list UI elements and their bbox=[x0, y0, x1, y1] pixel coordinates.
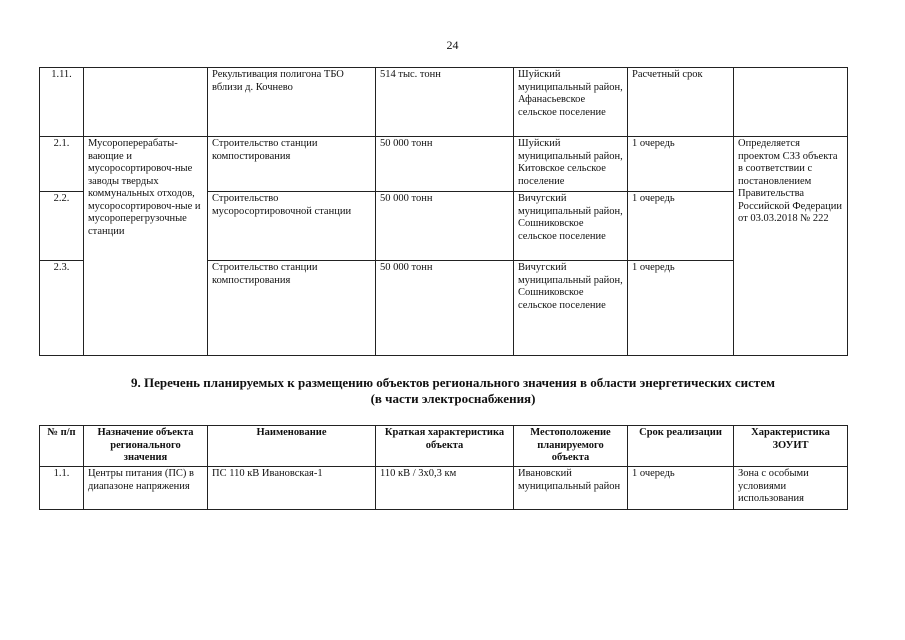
row-number: 1.1. bbox=[40, 467, 84, 510]
characteristic-cell: 50 000 тонн bbox=[376, 137, 514, 192]
characteristic-cell: 50 000 тонн bbox=[376, 261, 514, 356]
table-row bbox=[40, 137, 848, 192]
column-header-location: Местоположение планируемого объекта bbox=[514, 426, 628, 467]
column-header-term: Срок реализации bbox=[628, 426, 734, 467]
name-cell: Строительство станции компостирования bbox=[208, 261, 376, 356]
characteristic-cell: 50 000 тонн bbox=[376, 192, 514, 261]
purpose-cell bbox=[84, 68, 208, 137]
table-row bbox=[40, 467, 848, 510]
column-header-number: № п/п bbox=[40, 426, 84, 467]
term-cell: 1 очередь bbox=[628, 137, 734, 192]
column-header-zone: Характеристика ЗОУИТ bbox=[734, 426, 848, 467]
row-number: 1.11. bbox=[40, 68, 84, 137]
location-cell: Шуйский муниципальный район, Афанасьевское сельское поселение bbox=[514, 68, 628, 137]
location-cell: Ивановский муниципальный район bbox=[514, 467, 628, 510]
name-cell: Строительство мусоросортировочной станции bbox=[208, 192, 376, 261]
section-heading-line-2: (в части электроснабжения) bbox=[370, 391, 536, 406]
group-purpose-cell: Мусороперерабаты-вающие и мусоросортировоч-ные заводы твердых коммунальных отходов, мусоросортировоч-ные и мусороперегрузочные станции bbox=[84, 137, 208, 356]
name-cell: Строительство станции компостирования bbox=[208, 137, 376, 192]
column-header-name: Наименование bbox=[208, 426, 376, 467]
zone-cell: Зона с особыми условиями использования bbox=[734, 467, 848, 510]
name-cell: ПС 110 кВ Ивановская-1 bbox=[208, 467, 376, 510]
column-header-purpose: Назначение объекта регионального значения bbox=[84, 426, 208, 467]
section-heading-line-1: 9. Перечень планируемых к размещению объектов регионального значения в области энергетических систем bbox=[131, 375, 775, 390]
waste-objects-table bbox=[39, 67, 848, 356]
location-cell: Вичугский муниципальный район, Сошниковское сельское поселение bbox=[514, 192, 628, 261]
term-cell: 1 очередь bbox=[628, 467, 734, 510]
term-cell: 1 очередь bbox=[628, 192, 734, 261]
table-row bbox=[40, 68, 848, 137]
row-number: 2.2. bbox=[40, 192, 84, 261]
column-header-characteristic: Краткая характеристика объекта bbox=[376, 426, 514, 467]
energy-objects-table bbox=[39, 425, 848, 510]
characteristic-cell: 110 кВ / 3х0,3 км bbox=[376, 467, 514, 510]
term-cell: 1 очередь bbox=[628, 261, 734, 356]
characteristic-cell: 514 тыс. тонн bbox=[376, 68, 514, 137]
location-cell: Шуйский муниципальный район, Китовское сельское поселение bbox=[514, 137, 628, 192]
zone-cell bbox=[734, 68, 848, 137]
purpose-cell: Центры питания (ПС) в диапазоне напряжения bbox=[84, 467, 208, 510]
row-number: 2.1. bbox=[40, 137, 84, 192]
group-zone-cell: Определяется проектом СЗЗ объекта в соответствии с постановлением Правительства Российской Федерации от 03.03.2018 № 222 bbox=[734, 137, 848, 356]
row-number: 2.3. bbox=[40, 261, 84, 356]
table-header-row bbox=[40, 426, 848, 467]
name-cell: Рекультивация полигона ТБО вблизи д. Кочнево bbox=[208, 68, 376, 137]
term-cell: Расчетный срок bbox=[628, 68, 734, 137]
section-heading bbox=[39, 375, 867, 407]
page-number: 24 bbox=[446, 38, 459, 52]
location-cell: Вичугский муниципальный район, Сошниковское сельское поселение bbox=[514, 261, 628, 356]
